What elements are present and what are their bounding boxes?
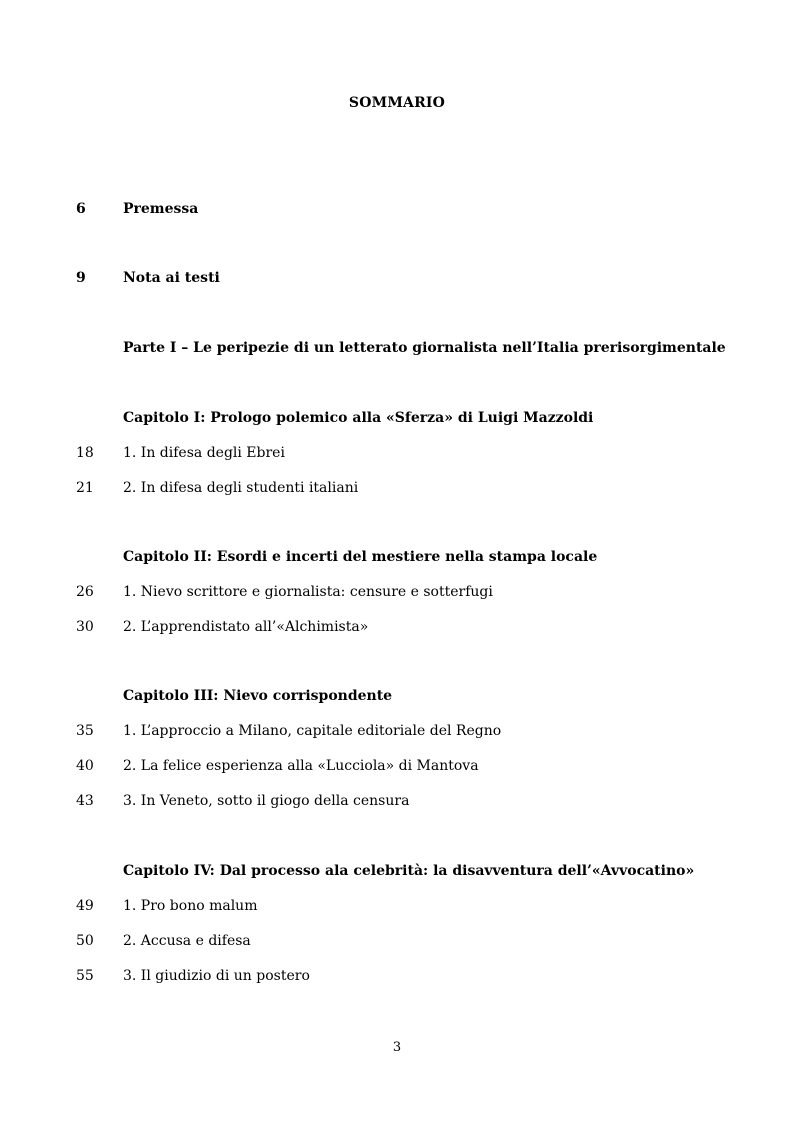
toc-chapter-heading xyxy=(0,686,794,706)
toc-chapter-heading xyxy=(0,547,794,567)
toc-entry xyxy=(0,791,794,811)
toc-entry-label: 2. In difesa degli studenti italiani xyxy=(123,480,359,496)
toc-page-number: 40 xyxy=(76,758,94,774)
toc-entry xyxy=(0,721,794,741)
toc-page-number: 9 xyxy=(76,270,86,286)
part-title: Parte I – Le peripezie di un letterato giornalista nell’Italia prerisorgimentale xyxy=(123,340,726,356)
toc-entry xyxy=(0,582,794,602)
toc-entry-label: 1. L’approccio a Milano, capitale editoriale del Regno xyxy=(123,723,502,739)
toc-entry-label: 1. In difesa degli Ebrei xyxy=(123,445,285,461)
toc-entry-label: 3. In Veneto, sotto il giogo della censura xyxy=(123,793,410,809)
toc-page-number: 18 xyxy=(76,445,94,461)
toc-entry-label: 2. L’apprendistato all’«Alchimista» xyxy=(123,619,369,635)
toc-page-number: 49 xyxy=(76,898,94,914)
toc-entry xyxy=(0,478,794,498)
toc-entry-label: 3. Il giudizio di un postero xyxy=(123,968,310,984)
page-number: 3 xyxy=(392,1040,402,1055)
toc-entry xyxy=(0,896,794,916)
chapter-title: Capitolo IV: Dal processo ala celebrità: la disavventura dell’«Avvocatino» xyxy=(123,863,695,879)
toc-entry-label: Premessa xyxy=(123,201,199,217)
toc-entry xyxy=(0,931,794,951)
toc-page-number: 21 xyxy=(76,480,94,496)
chapter-title: Capitolo I: Prologo polemico alla «Sferza» di Luigi Mazzoldi xyxy=(123,410,594,426)
toc-entry-label: 1. Pro bono malum xyxy=(123,898,258,914)
toc-page-number: 26 xyxy=(76,584,94,600)
toc-entry-label: 1. Nievo scrittore e giornalista: censure e sotterfugi xyxy=(123,584,493,600)
toc-page-number: 43 xyxy=(76,793,94,809)
toc-entry-label: Nota ai testi xyxy=(123,270,220,286)
chapter-title: Capitolo III: Nievo corrispondente xyxy=(123,688,393,704)
toc-part-heading xyxy=(0,338,794,358)
toc-entry-label: 2. La felice esperienza alla «Lucciola» di Mantova xyxy=(123,758,479,774)
chapter-title: Capitolo II: Esordi e incerti del mestiere nella stampa locale xyxy=(123,549,598,565)
toc-page-number: 35 xyxy=(76,723,94,739)
toc-page-number: 6 xyxy=(76,201,86,217)
toc-page-number: 55 xyxy=(76,968,94,984)
toc-entry xyxy=(0,756,794,776)
toc-entry xyxy=(0,617,794,637)
toc-page-number: 30 xyxy=(76,619,94,635)
toc-entry-label: 2. Accusa e difesa xyxy=(123,933,251,949)
toc-entry xyxy=(0,966,794,986)
page-title: SOMMARIO xyxy=(348,95,446,111)
toc-entry-nota xyxy=(0,268,794,288)
toc-page-number: 50 xyxy=(76,933,94,949)
toc-chapter-heading xyxy=(0,861,794,881)
toc-entry-premessa xyxy=(0,199,794,219)
toc-entry xyxy=(0,443,794,463)
toc-chapter-heading xyxy=(0,408,794,428)
